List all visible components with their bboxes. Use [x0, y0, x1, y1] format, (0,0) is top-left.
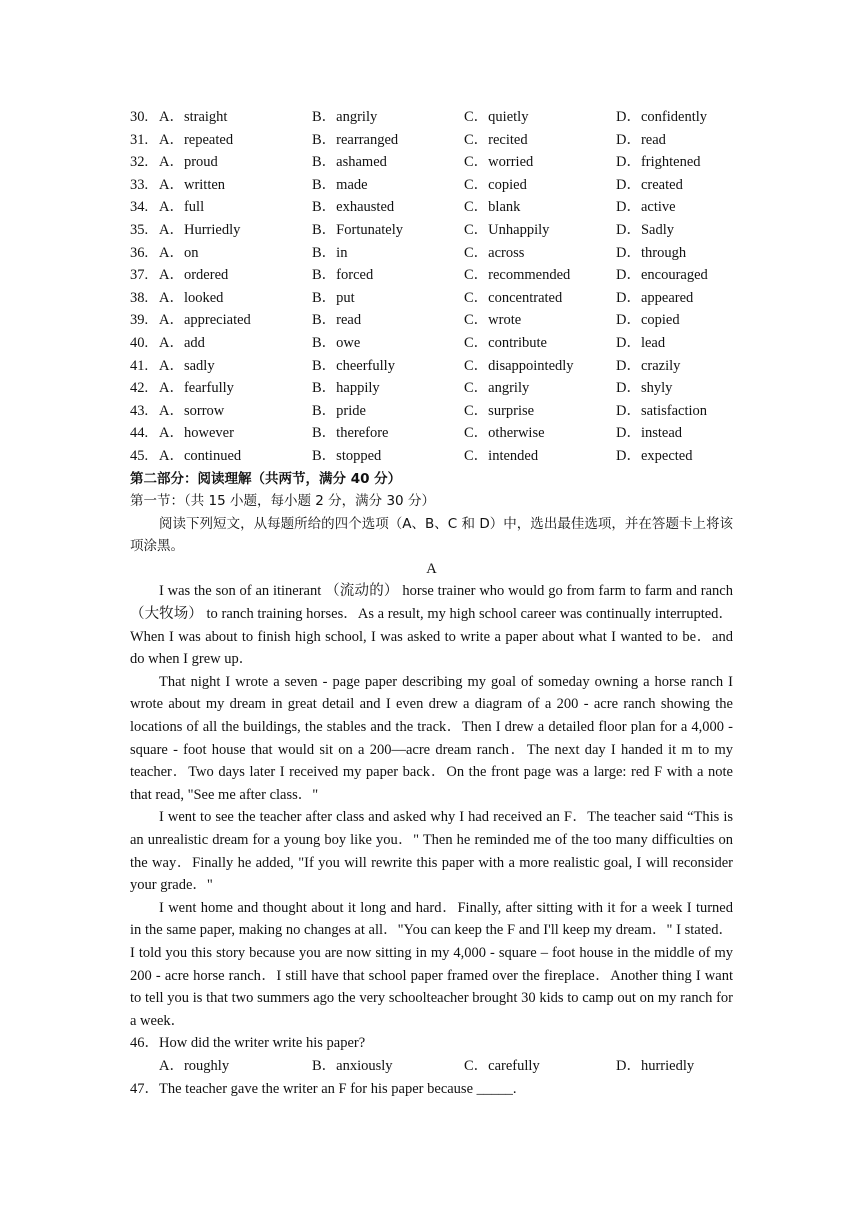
option-a: A．sadly — [159, 357, 215, 374]
option-number: 45. — [130, 447, 149, 464]
option-a: A．looked — [159, 289, 224, 306]
option-a: A．appreciated — [159, 312, 251, 329]
option-number: 36. — [130, 244, 149, 261]
option-d: D．encouraged — [616, 267, 708, 284]
passage-paragraph: I went to see the teacher after class and asked why I had received an F．The teacher said “This is an unrealistic dream for a young boy like you．" Then he reminded me of the too many difficulties on the way．Finally he added, "If you will rewrite this paper with a more realistic goal, I will reconsider your grade．" — [130, 809, 733, 894]
option-d: D．Sadly — [616, 221, 674, 238]
option-a: A．full — [159, 199, 205, 216]
option-number: 42. — [130, 380, 149, 397]
option-b: B．ashamed — [312, 154, 387, 171]
option-b: B．owe — [312, 334, 361, 351]
option-c: C．recited — [464, 131, 528, 148]
question-stem: 47．The teacher gave the writer an F for his paper because _____. — [130, 1080, 517, 1097]
option-d: D．read — [616, 131, 666, 148]
option-d: D．crazily — [616, 357, 681, 374]
option-b: B．made — [312, 176, 368, 193]
option-number: 39. — [130, 312, 149, 329]
option-a: A．written — [159, 176, 226, 193]
option-row — [130, 377, 733, 400]
option-c: C．worried — [464, 154, 534, 171]
question-stem: 46．How did the writer write his paper? — [130, 1035, 366, 1052]
option-d: D．shyly — [616, 380, 673, 397]
section-instruction: 阅读下列短文，从每题所给的四个选项（A、B、C 和 D）中，选出最佳选项，并在答题卡上将该项涂黑。 — [130, 515, 733, 555]
option-number: 30. — [130, 109, 149, 125]
option-a: A．on — [159, 244, 199, 261]
option-row — [130, 332, 733, 355]
option-row — [130, 309, 733, 332]
option-c: C．Unhappily — [464, 221, 550, 238]
option-b: B．angrily — [312, 109, 378, 125]
option-number: 44. — [130, 425, 149, 442]
option-d: D．created — [616, 176, 683, 193]
option-d: D．expected — [616, 447, 693, 464]
option-a: A．Hurriedly — [159, 221, 241, 238]
option-a: A．continued — [159, 447, 242, 464]
section-subtitle: 第一节：（共 15 小题，每小题 2 分，满分 30 分） — [130, 493, 435, 510]
option-a: A．fearfully — [159, 380, 234, 397]
option-c: C．intended — [464, 447, 539, 464]
option-b: B．pride — [312, 402, 366, 419]
option-row — [130, 355, 733, 378]
option-b: B．read — [312, 312, 362, 329]
option-row — [130, 242, 733, 265]
option-c: C．wrote — [464, 312, 522, 329]
passage-paragraph: That night I wrote a seven - page paper describing my goal of someday owning a horse ranch I wrote about my dream in great detail and I even drew a diagram of a 200 - acre ranch showing the locations of all the buildings, the stables and the track．Then I drew a detailed floor plan for a 4,000 - square - foot house that would sit on a 200—acre dream ranch．The next day I handed it m to my teacher．Two days later I received my paper back．On the front page was a large: red F with a note that read, "See me after class．" — [130, 673, 733, 803]
option-row — [130, 445, 733, 468]
question-options — [130, 1055, 733, 1078]
option-b: B．put — [312, 289, 355, 306]
option-number: 40. — [130, 334, 149, 351]
option-d: D．active — [616, 199, 676, 216]
question-option-a: A．roughly — [159, 1057, 230, 1074]
option-row — [130, 287, 733, 310]
option-b: B．stopped — [312, 447, 382, 464]
passage-label: A — [426, 560, 437, 577]
option-c: C．copied — [464, 176, 527, 193]
option-c: C．across — [464, 244, 525, 261]
option-b: B．therefore — [312, 425, 389, 442]
option-d: D．instead — [616, 425, 683, 442]
option-d: D．confidently — [616, 109, 708, 125]
option-c: C．angrily — [464, 380, 530, 397]
question-option-d: D．hurriedly — [616, 1057, 695, 1074]
option-d: D．copied — [616, 312, 680, 329]
option-row — [130, 196, 733, 219]
option-b: B．exhausted — [312, 199, 395, 216]
option-number: 34. — [130, 199, 149, 216]
option-c: C．contribute — [464, 334, 547, 351]
option-b: B．cheerfully — [312, 357, 395, 374]
option-number: 31. — [130, 131, 149, 148]
option-row — [130, 264, 733, 287]
option-a: A．however — [159, 425, 234, 442]
option-a: A．add — [159, 334, 205, 351]
option-a: A．proud — [159, 154, 218, 171]
option-b: B．happily — [312, 380, 380, 397]
exam-page — [130, 106, 733, 1100]
option-a: A．ordered — [159, 267, 229, 284]
option-row — [130, 219, 733, 242]
option-row — [130, 174, 733, 197]
option-row — [130, 400, 733, 423]
option-b: B．rearranged — [312, 131, 399, 148]
option-d: D．appeared — [616, 289, 694, 306]
option-number: 37. — [130, 267, 149, 284]
section-title: 第二部分：阅读理解（共两节，满分 40 分） — [130, 470, 402, 487]
option-d: D．satisfaction — [616, 402, 708, 419]
option-c: C．concentrated — [464, 289, 563, 306]
option-row — [130, 151, 733, 174]
option-row — [130, 422, 733, 445]
passage-paragraph: I was the son of an itinerant （流动的） horse trainer who would go from farm to farm and ranch （大牧场） to ranch training horses．As a result, my high school career was continually interrupted．When I was about to finish high school, I was asked to write a paper about what I wanted to be．and do when I grew up． — [130, 583, 733, 668]
option-number: 35. — [130, 221, 149, 238]
option-b: B．in — [312, 244, 348, 261]
option-number: 33. — [130, 176, 149, 193]
option-number: 38. — [130, 289, 149, 306]
question-option-b: B．anxiously — [312, 1057, 393, 1074]
option-a: A．sorrow — [159, 402, 225, 419]
option-c: C．disappointedly — [464, 357, 574, 374]
option-c: C．quietly — [464, 109, 529, 125]
option-c: C．recommended — [464, 267, 571, 284]
option-b: B．Fortunately — [312, 221, 404, 238]
passage-paragraph: I went home and thought about it long and hard．Finally, after sitting with it for a week I turned in the same paper, making no changes at all．"You can keep the F and I'll keep my dream．" I stated．I told you this story because you are now sitting in my 4,000 - square – foot house in the middle of my 200 - acre horse ranch．I still have that school paper framed over the fireplace．Another thing I want to tell you is that two summers ago the very schoolteacher brought 30 kids to camp out on my ranch for a week． — [130, 899, 733, 1029]
option-c: C．blank — [464, 199, 521, 216]
option-number: 32. — [130, 154, 149, 171]
option-number: 43. — [130, 402, 149, 419]
option-d: D．frightened — [616, 154, 701, 171]
question-option-c: C．carefully — [464, 1057, 540, 1074]
cloze-options — [130, 106, 733, 468]
option-a: A．repeated — [159, 131, 234, 148]
option-d: D．through — [616, 244, 687, 261]
option-c: C．otherwise — [464, 425, 545, 442]
option-row — [130, 106, 733, 129]
option-number: 41. — [130, 357, 149, 374]
option-c: C．surprise — [464, 402, 535, 419]
option-a: A．straight — [159, 109, 228, 125]
option-row — [130, 129, 733, 152]
option-b: B．forced — [312, 267, 374, 284]
option-d: D．lead — [616, 334, 666, 351]
